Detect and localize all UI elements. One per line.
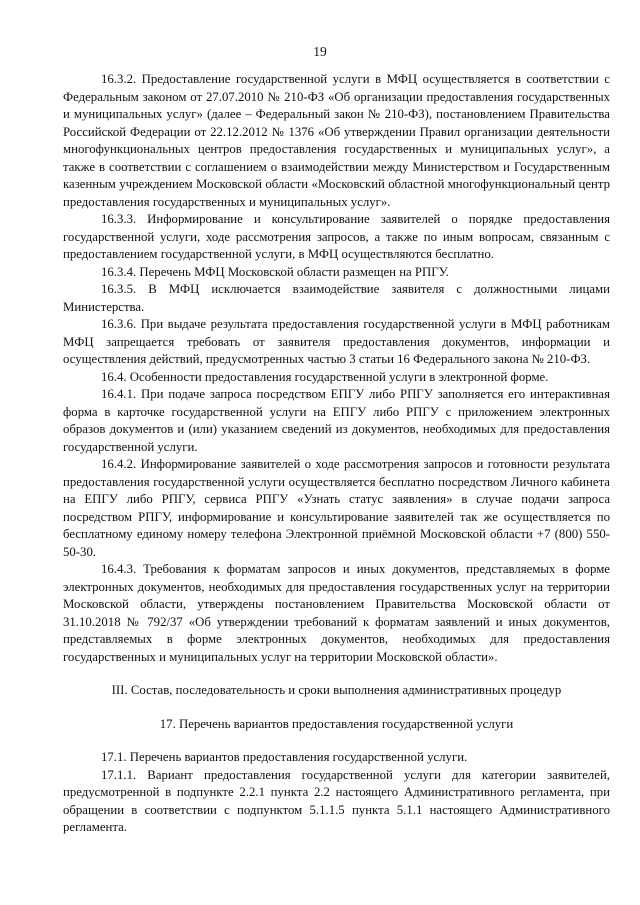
paragraph-16-4: 16.4. Особенности предоставления государственной услуги в электронной форме. bbox=[101, 369, 549, 384]
section-heading-17: 17. Перечень вариантов предоставления государственной услуги bbox=[159, 716, 514, 731]
paragraph-17-1: 17.1. Перечень вариантов предоставления государственной услуги. bbox=[101, 750, 468, 764]
document-body bbox=[63, 71, 610, 837]
section-heading-III: III. Состав, последовательность и сроки выполнения административных процедур bbox=[111, 683, 562, 697]
page-number: 19 bbox=[313, 44, 327, 59]
paragraph-16-4-3: 16.4.3. Требования к форматам запросов и иных документов, представляемых в форме электронных документов, необходимых для предоставления государственных услуг на территории Московской области, утверждены постановлением Правительства Московской области от 31.10.2018 № 792/37 «Об утверждении требований к форматам заявлений и иных документов, представляемых в форме электронных документов, необходимых для предоставления государственных и муниципальных услуг на территории Московской области». bbox=[63, 562, 610, 664]
paragraph-16-3-6: 16.3.6. При выдаче результата предоставления государственной услуги в МФЦ работникам МФЦ запрещается требовать от заявителя предоставления документов, информации и осуществления действий, предусмотренных частью 3 статьи 16 Федерального закона № 210-ФЗ. bbox=[63, 317, 610, 366]
paragraph-17-1-1: 17.1.1. Вариант предоставления государственной услуги для категории заявителей, предусмотренной в подпункте 2.2.1 пункта 2.2 настоящего Административного регламента, при обращении в соответствии с подпунктом 5.1.1.5 пункта 5.1.1 настоящего Административного регламента. bbox=[63, 767, 610, 834]
paragraph-16-4-1: 16.4.1. При подаче запроса посредством ЕПГУ либо РПГУ заполняется его интерактивная форма в карточке государственной услуги на ЕПГУ либо РПГУ с приложением электронных образов документов и (или) указанием сведений из документов, необходимых для предоставления государственной услуги. bbox=[63, 387, 610, 454]
paragraph-16-3-5: 16.3.5. В МФЦ исключается взаимодействие заявителя с должностными лицами Министерства. bbox=[63, 282, 610, 314]
paragraph-16-3-3: 16.3.3. Информирование и консультирование заявителей о порядке предоставления государственной услуги, ходе рассмотрения запросов, а также по иным вопросам, связанным с предоставлением государственной услуги, в МФЦ осуществляются бесплатно. bbox=[63, 212, 610, 261]
paragraph-16-4-2: 16.4.2. Информирование заявителей о ходе рассмотрения запросов и готовности результата предоставления государственной услуги осуществляется бесплатно посредством Личного кабинета на ЕПГУ либо РПГУ, сервиса РПГУ «Узнать статус заявления» в случае подачи запроса посредством РПГУ, информирование и консультирование заявителей так же осуществляется по бесплатному единому номеру телефона Электронной приёмной Московской области +7 (800) 550-50-30. bbox=[63, 457, 610, 559]
paragraph-16-3-2: 16.3.2. Предоставление государственной услуги в МФЦ осуществляется в соответствии с Федеральным законом от 27.07.2010 № 210-ФЗ «Об организации предоставления государственных и муниципальных услуг» (далее – Федеральный закон № 210-ФЗ), постановлением Правительства Российской Федерации от 22.12.2012 № 1376 «Об утверждении Правил организации деятельности многофункциональных центров предоставления государственных и муниципальных услуг», а также в соответствии с соглашением о взаимодействии между Министерством и Государственным казенным учреждением Московской области «Московский областной многофункциональный центр предоставления государственных и муниципальных услуг». bbox=[63, 72, 610, 209]
paragraph-16-3-4: 16.3.4. Перечень МФЦ Московской области размещен на РПГУ. bbox=[101, 264, 449, 279]
